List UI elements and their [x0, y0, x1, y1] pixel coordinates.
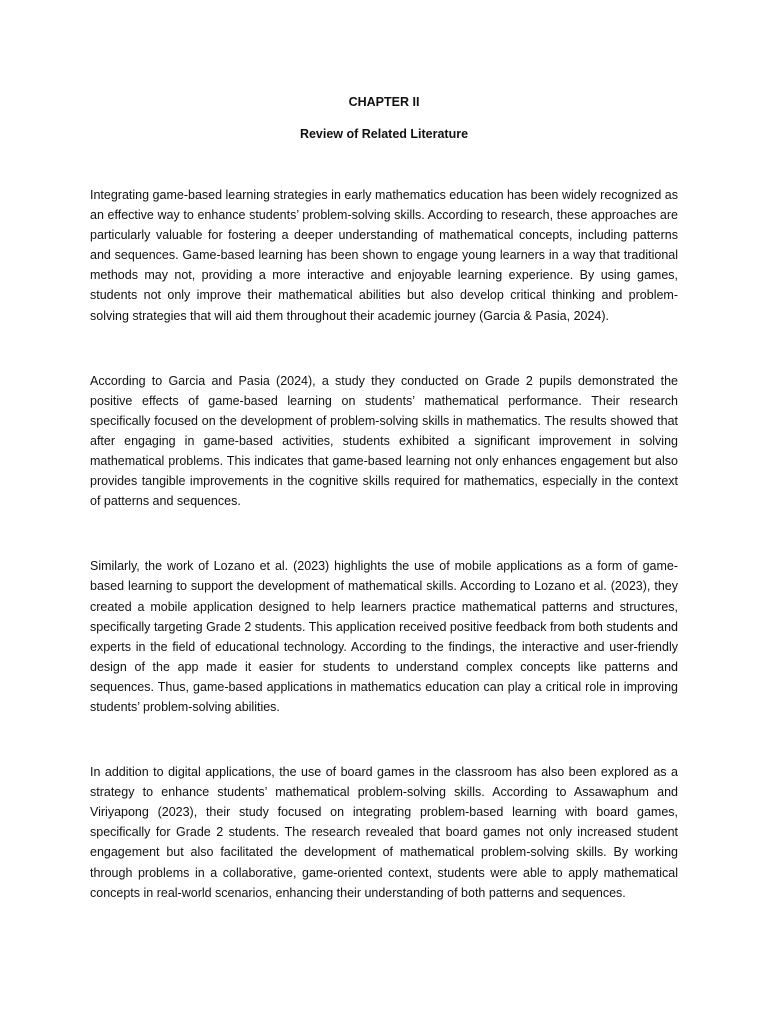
paragraph-garcia-pasia: According to Garcia and Pasia (2024), a study they conducted on Grade 2 pupils demonstrated the positive effects of game-based learning on students’ mathematical performance. Their research specifically focused on the development of problem-solving skills in mathematics. The results showed that after engaging in game-based activities, students exhibited a significant improvement in solving mathematical problems. This indicates that game-based learning not only enhances engagement but also provides tangible improvements in the cognitive skills required for mathematics, especially in the context of patterns and sequences. — [90, 373, 678, 509]
paragraph-board-games: In addition to digital applications, the use of board games in the classroom has also been explored as a strategy to enhance students’ mathematical problem-solving skills. According to Assawaphum and Viriyapong (2023), their study focused on integrating problem-based learning with board games, specifically for Grade 2 students. The research revealed that board games not only increased student engagement but also facilitated the development of mathematical problem-solving skills. By working through problems in a collaborative, game-oriented context, students were able to apply mathematical concepts in real-world scenarios, enhancing their understanding of both patterns and sequences. — [90, 765, 678, 900]
paragraph-lozano: Similarly, the work of Lozano et al. (2023) highlights the use of mobile applications as a form of game-based learning to support the development of mathematical skills. According to Lozano et al. (2023), they created a mobile application designed to help learners practice mathematical patterns and structures, specifically targeting Grade 2 students. This application received positive feedback from both students and experts in the field of educational technology. According to the findings, the interactive and user-friendly design of the app made it easier for students to understand complex concepts like patterns and sequences. Thus, game-based applications in mathematics education can play a critical role in improving students’ problem-solving abilities. — [90, 559, 678, 714]
chapter-number: CHAPTER II — [348, 95, 420, 109]
paragraph-intro: Integrating game-based learning strategies in early mathematics education has been widely recognized as an effective way to enhance students’ problem-solving skills. According to research, these approaches are particularly valuable for fostering a deeper understanding of mathematical concepts, including patterns and sequences. Game-based learning has been shown to engage young learners in a way that traditional methods may not, providing a more interactive and enjoyable learning experience. By using games, students not only improve their mathematical abilities but also develop critical thinking and problem-solving strategies that will aid them throughout their academic journey (Garcia & Pasia, 2024). — [90, 188, 678, 323]
chapter-title: Review of Related Literature — [299, 127, 469, 141]
body-text — [90, 185, 678, 903]
